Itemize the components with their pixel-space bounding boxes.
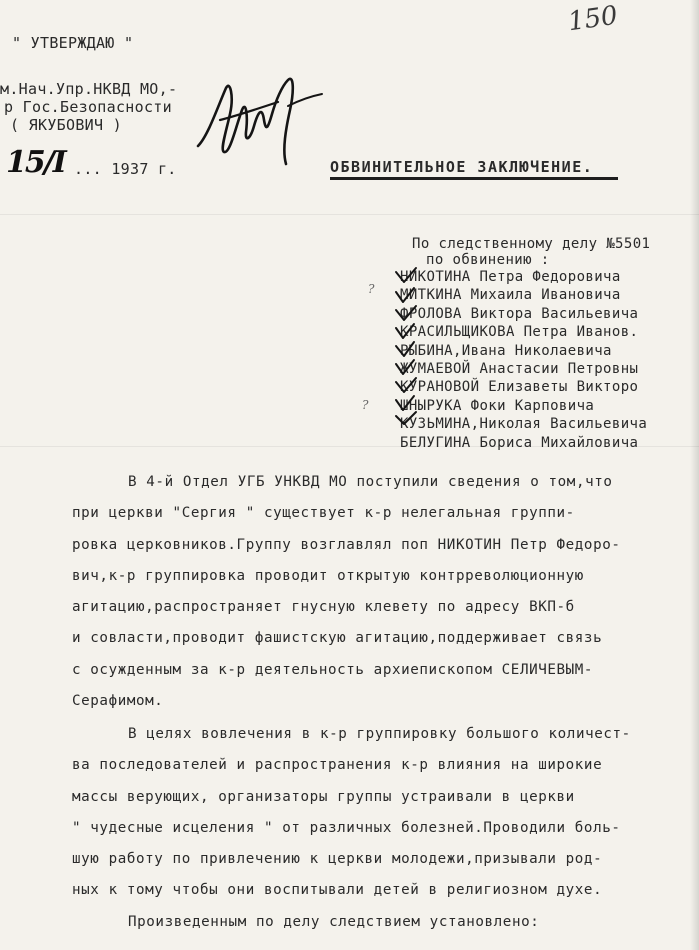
document-date: ... 1937 г.	[74, 160, 177, 178]
accused-name: КУЗЬМИНА,Николая Васильевича	[400, 416, 648, 433]
text-line: В 4-й Отдел УГБ УНКВД МО поступили сведения о том,что	[128, 474, 613, 490]
accused-name: ЖУМАЕВОЙ Анастасии Петровны	[400, 361, 639, 378]
accused-name: БЕЛУГИНА Бориса Михайловича	[400, 434, 639, 451]
margin-mark: ?	[368, 282, 375, 296]
accused-list	[400, 268, 647, 452]
accused-name: КРАСИЛЬЩИКОВА Петра Иванов.	[400, 324, 639, 341]
scan-artifact	[0, 214, 699, 215]
scan-artifact	[0, 446, 699, 447]
body-paragraph-2	[72, 719, 631, 907]
text-line: шую работу по привлечению к церкви молодежи,призывали род-	[72, 851, 603, 868]
text-line: с осужденным за к-р деятельность архиепископом СЕЛИЧЕВЫМ-	[72, 661, 594, 678]
text-line: ровка церковников.Группу возглавлял поп НИКОТИН Петр Федоро-	[72, 536, 621, 553]
text-line: при церкви "Сергия " существует к-р нелегальная группи-	[72, 505, 575, 522]
scan-edge	[690, 0, 699, 950]
body-paragraph-1	[72, 467, 621, 717]
approver-name: ( ЯКУБОВИЧ )	[10, 116, 122, 134]
text-line: массы верующих, организаторы группы устраивали в церкви	[72, 788, 575, 805]
accused-name: РЫБИНА,Ивана Николаевича	[400, 342, 612, 359]
checkmarks-image	[392, 266, 422, 426]
approver-position-line2: р Гос.Безопасности	[4, 98, 172, 116]
accused-name: МИТКИНА Михаила Ивановича	[400, 287, 621, 304]
text-line: и совласти,проводит фашистскую агитацию,поддерживает связь	[72, 630, 603, 647]
accused-name: ФРОЛОВА Виктора Васильевича	[400, 305, 639, 322]
margin-mark: ?	[362, 398, 369, 412]
text-line: " чудесные исцеления " от различных болезней.Проводили боль-	[72, 819, 621, 836]
text-line: вич,к-р группировка проводит открытую контрреволюционную	[72, 567, 584, 584]
text-line: ных к тому чтобы они воспитывали детей в религиозном духе.	[72, 882, 603, 899]
archive-number: 150	[566, 0, 620, 38]
text-line: агитацию,распространяет гнусную клевету по адресу ВКП-б	[72, 599, 575, 616]
case-number: По следственному делу №5501	[412, 236, 651, 252]
text-line: В целях вовлечения в к-р группировку большого количест-	[128, 726, 631, 742]
approver-position-line1: м.Нач.Упр.НКВД МО,-	[0, 80, 178, 98]
case-charges-label: по обвинению :	[426, 252, 550, 268]
accused-name: ШНЫРУКА Фоки Карповича	[400, 397, 595, 414]
text-line: Серафимом.	[72, 693, 164, 710]
approval-heading: " УТВЕРЖДАЮ "	[12, 34, 134, 52]
handwritten-date: 15/I	[6, 145, 65, 180]
text-line: ва последователей и распространения к-р влияния на широкие	[72, 757, 603, 774]
document-title: ОБВИНИТЕЛЬНОЕ ЗАКЛЮЧЕНИЕ.	[330, 158, 618, 180]
signature-image	[190, 66, 330, 176]
body-paragraph-3: Произведенным по делу следствием установлено:	[128, 914, 540, 930]
accused-name: КУРАНОВОЙ Елизаветы Викторо	[400, 379, 639, 396]
accused-name: НИКОТИНА Петра Федоровича	[400, 269, 621, 285]
